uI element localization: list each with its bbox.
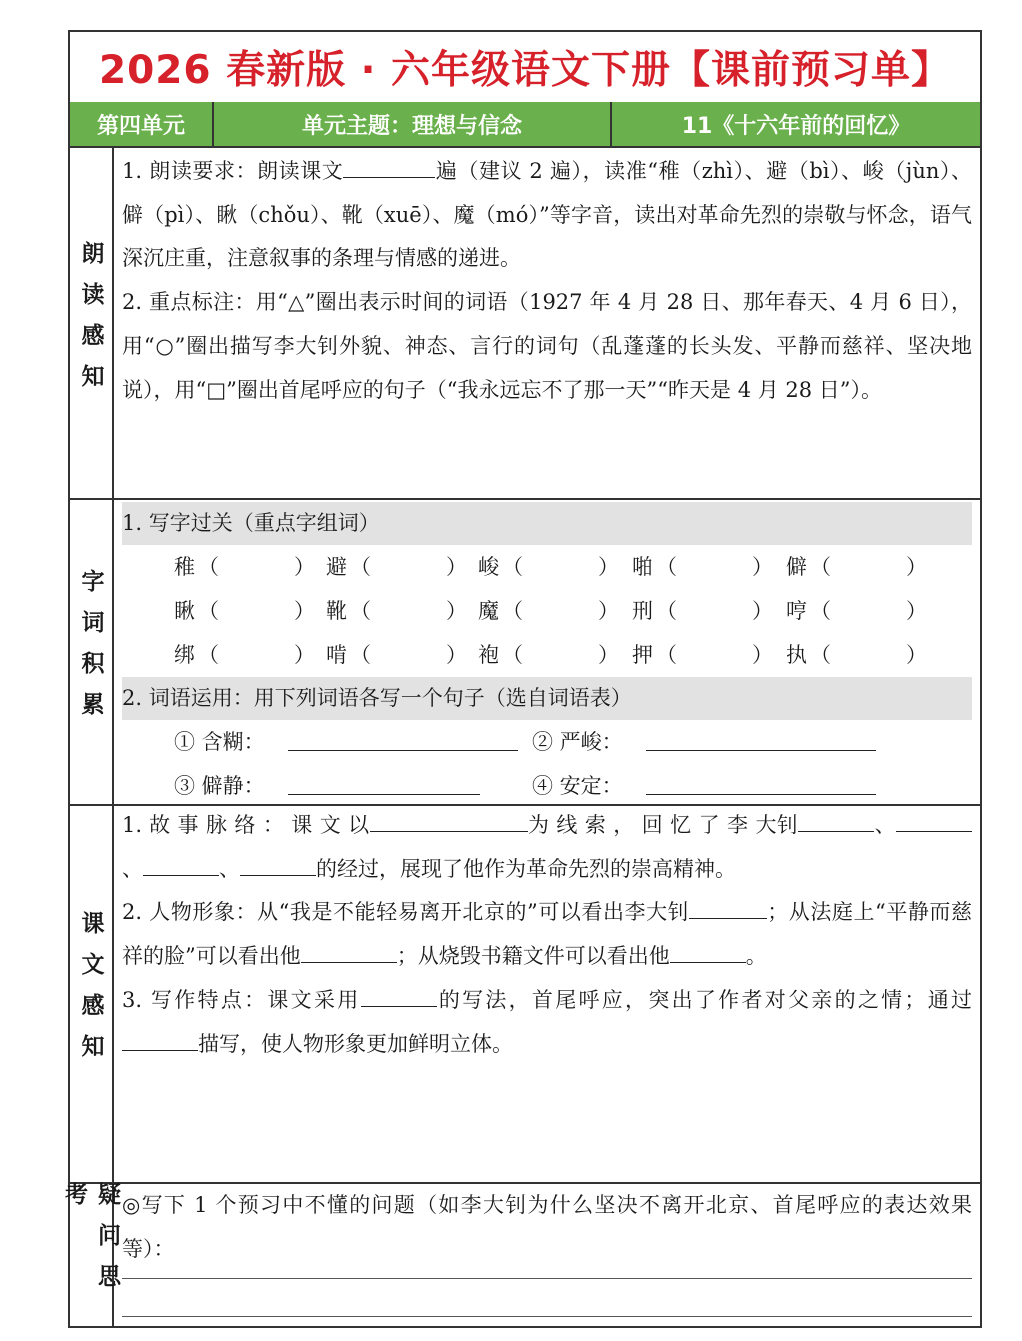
answer-line[interactable] — [122, 1316, 972, 1317]
char-row: 瞅 （ ） 靴 （ ） 魔 （ ） 刑 （ ） 哼 （ ） — [122, 589, 972, 633]
event-blank[interactable] — [798, 810, 874, 832]
trait-blank[interactable] — [301, 941, 397, 963]
worksheet-title: 2026 春新版 · 六年级语文下册【课前预习单】 — [70, 32, 980, 104]
text-item-3: 3. 写作特点：课文采用 的写法，首尾呼应，突出了作者对父亲的之情；通过描写，使人物形象更加鲜明立体。 — [122, 979, 972, 1066]
event-blank[interactable] — [143, 854, 219, 876]
text-content — [122, 804, 972, 1066]
event-blank[interactable] — [896, 810, 972, 832]
char: 啪 — [632, 555, 653, 579]
char: 峻 — [478, 555, 499, 579]
sentence-row — [122, 764, 972, 808]
reading-item-1: 1. 朗读要求：朗读课文 遍（建议 2 遍），读准“稚（zhì）、避（bì）、峻（jùn）、僻（pì）、瞅（chǒu）、靴（xuē）、魔（mó）”等字音，读出对革命先烈的崇敬与怀念，语气深沉庄重，注意叙事的条理与情感的递进。 — [122, 150, 972, 281]
char: 僻 — [786, 555, 807, 579]
char-row: 稚 （ ） 避 （ ） 峻 （ ） 啪 （ ） 僻 （ ） — [122, 545, 972, 589]
section-label-questions: 疑问思考 — [70, 1182, 114, 1326]
sentence-item-label: ③ 僻静： — [174, 774, 265, 798]
char: 避 — [326, 555, 347, 579]
unit-label: 第四单元 — [70, 102, 214, 146]
words-q2-title: 2. 词语运用：用下列词语各写一个句子（选自词语表） — [122, 677, 972, 720]
section-label-words: 字词积累 — [70, 498, 114, 804]
sentence-item-label: ① 含糊： — [174, 730, 265, 754]
method-blank[interactable] — [361, 985, 437, 1007]
section-reading — [70, 148, 980, 500]
question-prompt: ◎写下 1 个预习中不懂的问题（如李大钊为什么坚决不离开北京、首尾呼应的表达效果等）： — [122, 1193, 972, 1261]
worksheet — [61, 30, 982, 1328]
char: 瞅 — [174, 599, 195, 623]
section-label-reading: 朗读感知 — [70, 148, 114, 498]
section-questions — [61, 1182, 980, 1326]
words-content — [122, 502, 972, 808]
sentence-row — [122, 720, 972, 764]
char-row: 绑 （ ） 啃 （ ） 袍 （ ） 押 （ ） 执 （ ） — [122, 633, 972, 677]
char: 执 — [786, 643, 807, 667]
char: 魔 — [478, 599, 499, 623]
section-words — [70, 498, 980, 806]
sentence-blank[interactable] — [646, 794, 876, 795]
sentence-item-label: ② 严峻： — [532, 730, 623, 754]
text-item-2: 2. 人物形象：从“我是不能轻易离开北京的”可以看出李大钊 ；从法庭上“平静而慈祥的脸”可以看出他 ；从烧毁书籍文件可以看出他 。 — [122, 891, 972, 978]
char: 押 — [632, 643, 653, 667]
reading-times-blank[interactable] — [343, 156, 435, 178]
lesson-title: 11《十六年前的回忆》 — [681, 113, 911, 139]
reading-content — [122, 150, 972, 412]
trait-blank[interactable] — [670, 941, 746, 963]
description-blank[interactable] — [122, 1029, 198, 1051]
section-text — [70, 804, 980, 1184]
event-blank[interactable] — [240, 854, 316, 876]
char: 啃 — [326, 643, 347, 667]
unit-bar — [70, 102, 980, 148]
char: 靴 — [326, 599, 347, 623]
char: 哼 — [786, 599, 807, 623]
questions-content — [122, 1184, 972, 1271]
char: 稚 — [174, 555, 195, 579]
sentence-blank[interactable] — [288, 750, 518, 751]
sentence-blank[interactable] — [646, 750, 876, 751]
sentence-item-label: ④ 安定： — [532, 774, 623, 798]
unit-theme: 单元主题：理想与信念 — [214, 102, 612, 146]
clue-blank[interactable] — [370, 810, 528, 832]
sentence-blank[interactable] — [288, 794, 480, 795]
trait-blank[interactable] — [689, 897, 767, 919]
char: 袍 — [478, 643, 499, 667]
char: 刑 — [632, 599, 653, 623]
answer-line[interactable] — [122, 1278, 972, 1279]
reading-item-2: 2. 重点标注：用“△”圈出表示时间的词语（1927 年 4 月 28 日、那年春天、4 月 6 日），用“○”圈出描写李大钊外貌、神态、言行的词句（乱蓬蓬的长头发、平静而慈祥、坚决地说），用“□”圈出首尾呼应的句子（“我永远忘不了那一天”“昨天是 4 月 28 日”）。 — [122, 290, 972, 402]
words-q1-title: 1. 写字过关（重点字组词） — [122, 502, 972, 545]
section-label-text: 课文感知 — [70, 804, 114, 1182]
text-item-1: 1. 故 事 脉 络 ： 课 文 以 为 线 索 ， 回 忆 了 李 大钊 、、 、 的经过，展现了他作为革命先烈的崇高精神。 — [122, 804, 972, 891]
char: 绑 — [174, 643, 195, 667]
